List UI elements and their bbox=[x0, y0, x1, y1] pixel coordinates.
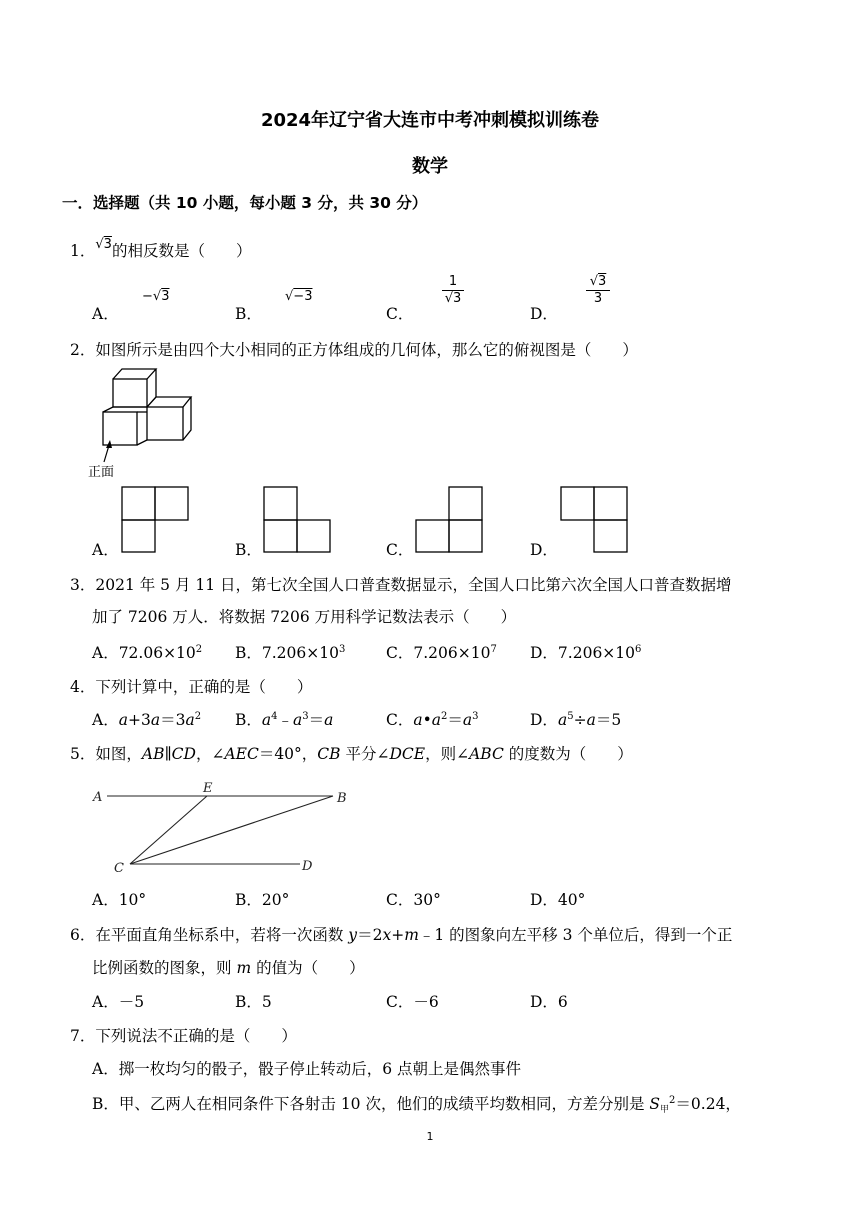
option-c-label: C． bbox=[386, 305, 414, 323]
exam-title: 2024年辽宁省大连市中考冲刺模拟训练卷 bbox=[260, 110, 600, 131]
subject-title: 数学 bbox=[412, 156, 448, 177]
q5-option-a: A．10° bbox=[92, 891, 147, 909]
q3-option-b bbox=[235, 642, 345, 664]
q5-option-c: C．30° bbox=[386, 891, 441, 909]
q4-option-a: A．$a+3a=3a^2$ bbox=[92, 711, 202, 729]
question-stem: 的相反数是（ ） bbox=[111, 242, 252, 260]
question-3-line2: 加了 7206 万人．将数据 7206 万用科学记数法表示（ ） bbox=[92, 608, 517, 626]
option-a-label: A． bbox=[92, 305, 119, 323]
question-number: 1． bbox=[70, 242, 96, 260]
q7-option-b bbox=[92, 1093, 741, 1115]
q3-option-c-text: C．7.206×10 bbox=[386, 644, 491, 662]
question-6-line1: 6．在平面直角坐标系中，若将一次函数 y＝2x+m﹣1 的图象向左平移 3 个单位后，得到一个正 bbox=[70, 926, 733, 944]
option-c-math: 1 √3 bbox=[442, 274, 464, 307]
q2-option-c-label: C． bbox=[386, 541, 414, 559]
q2-option-b-label: B． bbox=[235, 541, 262, 559]
q3-option-a-text: A．72.06×10 bbox=[92, 644, 196, 662]
option-d-math: √3 3 bbox=[586, 274, 610, 307]
option-a-math: −√3 bbox=[142, 289, 170, 304]
q7-option-a: A．掷一枚均匀的骰子，骰子停止转动后，6 点朝上是偶然事件 bbox=[92, 1060, 521, 1078]
q2-option-a-label: A． bbox=[92, 541, 119, 559]
variance-superscript: 2 bbox=[669, 1095, 676, 1106]
q4-option-b: B．$a^4﹣a^3=a$ bbox=[235, 711, 334, 729]
sqrt3-symbol: √3 bbox=[95, 237, 112, 252]
q2-option-d-label: D． bbox=[530, 541, 558, 559]
option-d-label: D． bbox=[530, 305, 558, 323]
q6-option-b: B．5 bbox=[235, 993, 272, 1011]
cube-figure bbox=[95, 362, 205, 472]
q6-option-c: C．－6 bbox=[386, 993, 439, 1011]
label-b: B bbox=[337, 791, 347, 806]
option-b-math: √−3 bbox=[285, 289, 313, 304]
q3-option-a-exp: 2 bbox=[195, 644, 203, 655]
question-6-line2: 比例函数的图象，则 m 的值为（ ） bbox=[92, 959, 365, 977]
q2-option-c-grid bbox=[415, 486, 485, 556]
q3-option-c bbox=[386, 642, 497, 664]
q5-option-b: B．20° bbox=[235, 891, 290, 909]
q3-option-b-text: B．7.206×10 bbox=[235, 644, 339, 662]
label-d: D bbox=[302, 859, 313, 874]
q3-option-b-exp: 3 bbox=[338, 644, 346, 655]
label-a: A bbox=[93, 790, 103, 805]
variance-symbol: S bbox=[649, 1095, 661, 1113]
q6-option-d: D．6 bbox=[530, 993, 568, 1011]
page-number: 1 bbox=[426, 1130, 434, 1143]
q6-option-a: A．－5 bbox=[92, 993, 145, 1011]
label-e: E bbox=[203, 781, 213, 796]
parallel-lines-figure bbox=[90, 780, 360, 880]
front-label: 正面 bbox=[88, 465, 115, 480]
q3-option-c-exp: 7 bbox=[490, 644, 497, 655]
variance-subscript: 甲 bbox=[660, 1105, 670, 1115]
label-c: C bbox=[114, 861, 124, 876]
q7-option-b-text: B．甲、乙两人在相同条件下各射击 10 次，他们的成绩平均数相同，方差分别是 bbox=[92, 1095, 650, 1113]
q4-option-c: C．$a•a^2=a^3$ bbox=[386, 711, 479, 729]
option-b-label: B． bbox=[235, 305, 262, 323]
q4-option-d: D．$a^5\div a=5$ bbox=[530, 711, 622, 729]
q2-option-b-grid bbox=[263, 486, 333, 556]
question-7: 7．下列说法不正确的是（ ） bbox=[70, 1027, 297, 1045]
question-3-line1: 3．2021 年 5 月 11 日，第七次全国人口普查数据显示，全国人口比第六次全国人口普查数据增 bbox=[70, 576, 732, 594]
q3-option-d-exp: 6 bbox=[635, 644, 642, 655]
q2-option-d-grid bbox=[560, 486, 630, 556]
q3-option-a bbox=[92, 642, 202, 664]
question-1 bbox=[70, 237, 252, 264]
question-5: 5．如图，AB∥CD，∠AEC＝40°，CB 平分∠DCE，则∠ABC 的度数为（ ） bbox=[70, 745, 633, 763]
q2-option-a-grid bbox=[121, 486, 191, 556]
q3-option-d-text: D．7.206×10 bbox=[530, 644, 636, 662]
q3-option-d bbox=[530, 642, 641, 664]
q5-option-d: D．40° bbox=[530, 891, 586, 909]
section-heading: 一．选择题（共 10 小题，每小题 3 分，共 30 分） bbox=[62, 194, 428, 212]
question-2: 2．如图所示是由四个大小相同的正方体组成的几何体，那么它的俯视图是（ ） bbox=[70, 341, 638, 359]
question-4: 4．下列计算中，正确的是（ ） bbox=[70, 678, 313, 696]
variance-value: ＝0.24， bbox=[675, 1095, 741, 1113]
